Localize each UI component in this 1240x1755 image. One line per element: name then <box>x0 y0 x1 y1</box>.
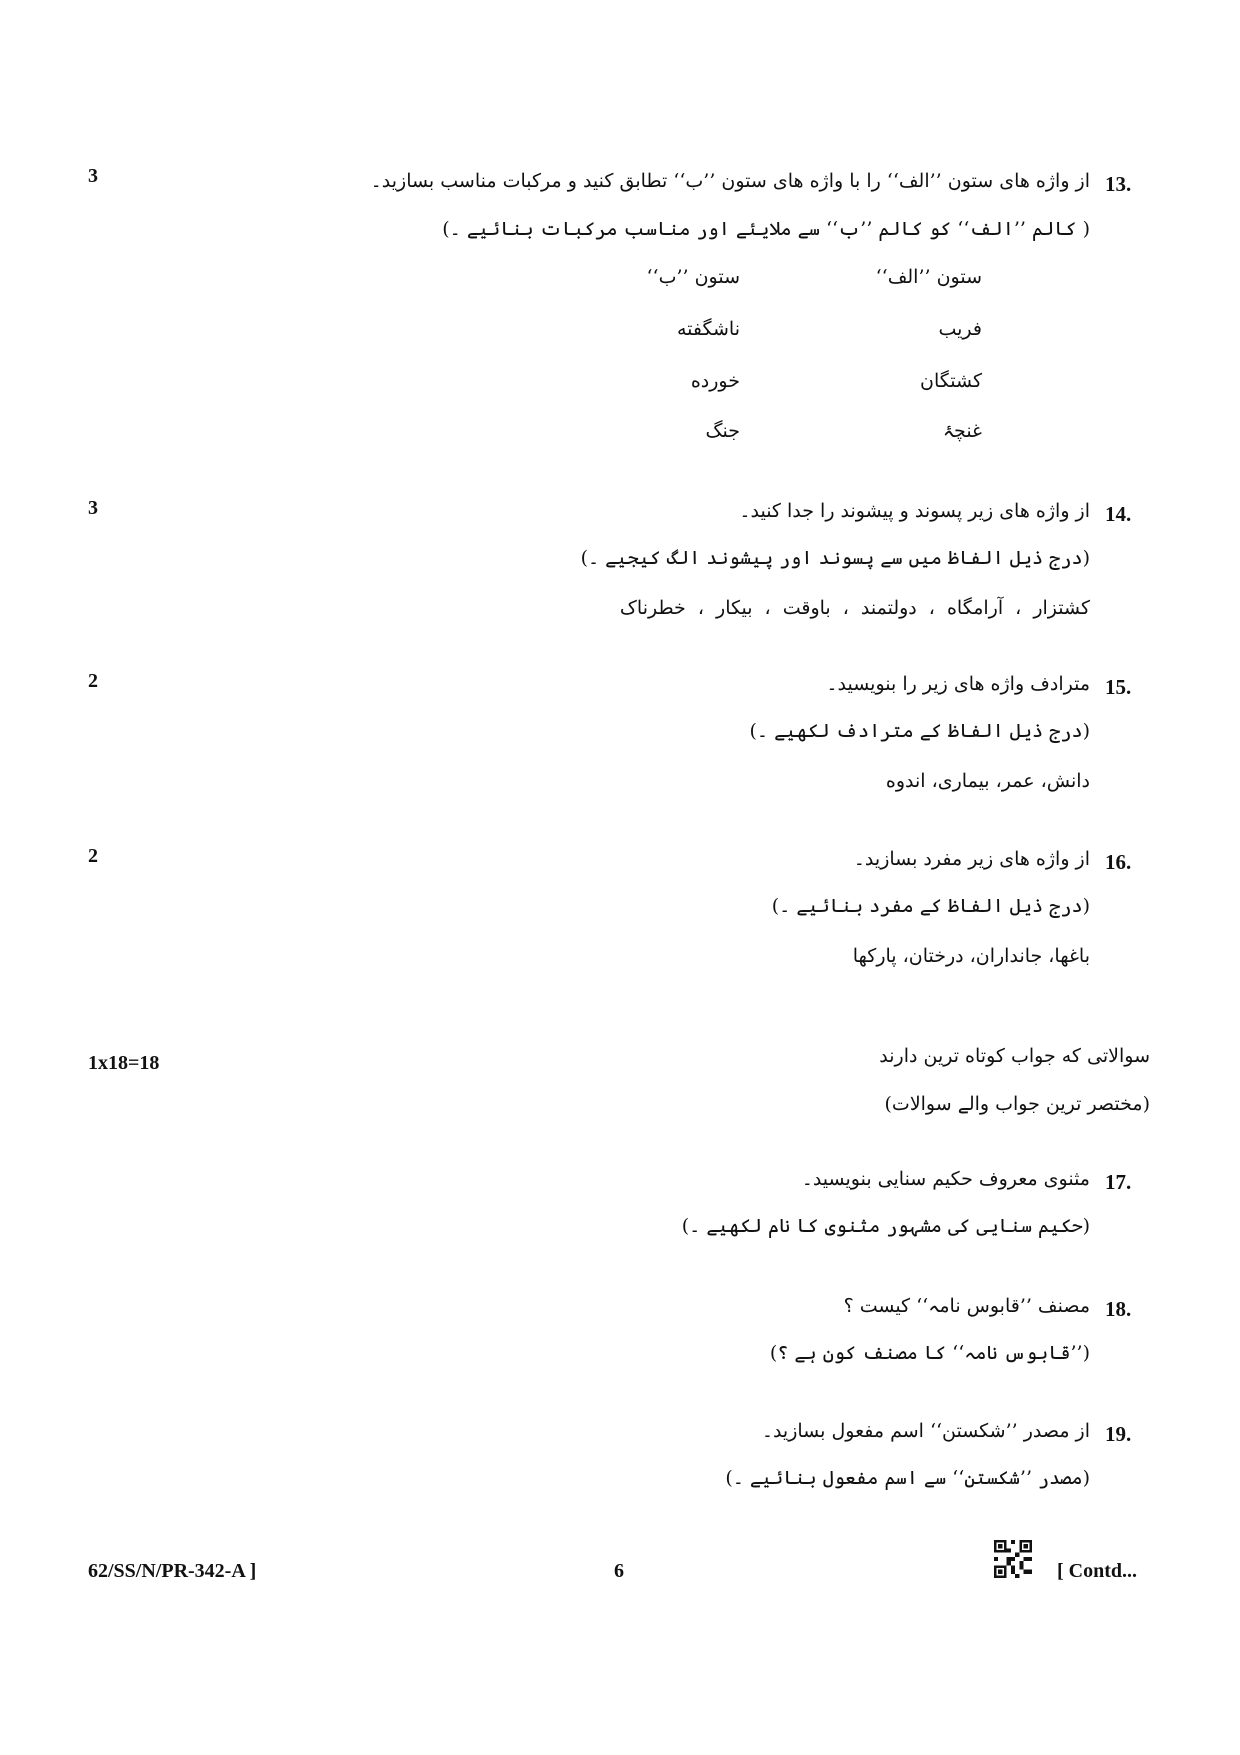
section-heading: سوالاتی که جواب کوتاه ترین دارند <box>879 1045 1150 1067</box>
q16-number: 16. <box>1105 850 1132 874</box>
q16-words: باغها، جانداران، درختان، پارکها <box>852 945 1090 967</box>
section-marks: 1x18=18 <box>88 1052 160 1074</box>
qr-code-icon <box>994 1540 1032 1578</box>
col-b-item: ناشگفته <box>676 318 740 340</box>
q16-marks: 2 <box>88 845 98 867</box>
q17-persian: مثنوی معروف حکیم سنایی بنویسید۔ <box>801 1168 1090 1190</box>
paper-code: 62/SS/N/PR-342-A ] <box>88 1560 257 1582</box>
q15-number: 15. <box>1105 675 1132 699</box>
col-a-item: غنچۂ <box>942 420 982 442</box>
q13-urdu: ( کالم ’’الف‘‘ کو کالم ’’ب‘‘ سے ملایئے اور مناسب مرکبات بنائیے ۔) <box>442 218 1090 240</box>
q15-urdu: (درج ذیل الفاظ کے مترادف لکھیے ۔) <box>749 720 1090 742</box>
q17-urdu: (حکیم سنایی کی مشہور مثنوی کا نام لکھیے ۔) <box>681 1215 1090 1237</box>
col-b-header: ستون ’’ب‘‘ <box>646 266 740 288</box>
continued-label: [ Contd... <box>1057 1560 1138 1582</box>
q14-number: 14. <box>1105 502 1132 526</box>
q18-urdu: (’’قابوس نامہ‘‘ کا مصنف کون ہے ؟) <box>769 1342 1090 1364</box>
q19-urdu: (مصدر ’’شکستن‘‘ سے اسم مفعول بنائیے ۔) <box>725 1467 1090 1489</box>
q18-persian: مصنف ’’قابوس نامہ‘‘ کیست ؟ <box>843 1295 1090 1317</box>
q17-number: 17. <box>1105 1170 1132 1194</box>
section-subheading: (مختصر ترین جواب والے سوالات) <box>884 1093 1150 1115</box>
q13-marks: 3 <box>88 165 98 187</box>
q13-persian: از واژه های ستون ’’الف‘‘ را با واژه های ستون ’’ب‘‘ تطابق کنید و مرکبات مناسب بسازید۔ <box>370 170 1090 192</box>
q16-persian: از واژه های زیر مفرد بسازید۔ <box>853 848 1090 870</box>
page-number: 6 <box>614 1560 624 1582</box>
col-a-header: ستون ’’الف‘‘ <box>875 266 982 288</box>
col-b-item: جنگ <box>705 420 740 442</box>
q19-number: 19. <box>1105 1422 1132 1446</box>
q14-words: کشتزار ، آرامگاه ، دولتمند ، باوقت ، بیکار ، خطرناک <box>619 597 1090 619</box>
col-b-item: خورده <box>690 370 740 392</box>
q14-urdu: (درج ذیل الفاظ میں سے پسوند اور پیشوند الگ کیجیے ۔) <box>580 547 1090 569</box>
q15-marks: 2 <box>88 670 98 692</box>
q15-persian: مترادف واژه های زیر را بنویسید۔ <box>826 673 1090 695</box>
col-a-item: فریب <box>938 318 982 340</box>
q18-number: 18. <box>1105 1297 1132 1321</box>
q14-marks: 3 <box>88 497 98 519</box>
q19-persian: از مصدر ’’شکستن‘‘ اسم مفعول بسازید۔ <box>761 1420 1090 1442</box>
q15-words: دانش، عمر، بیماری، اندوه <box>885 770 1090 792</box>
q13-number: 13. <box>1105 172 1132 196</box>
q14-persian: از واژه های زیر پسوند و پیشوند را جدا کنید۔ <box>739 500 1090 522</box>
q16-urdu: (درج ذیل الفاظ کے مفرد بنائیے ۔) <box>771 895 1090 917</box>
col-a-item: کشتگان <box>920 370 982 392</box>
